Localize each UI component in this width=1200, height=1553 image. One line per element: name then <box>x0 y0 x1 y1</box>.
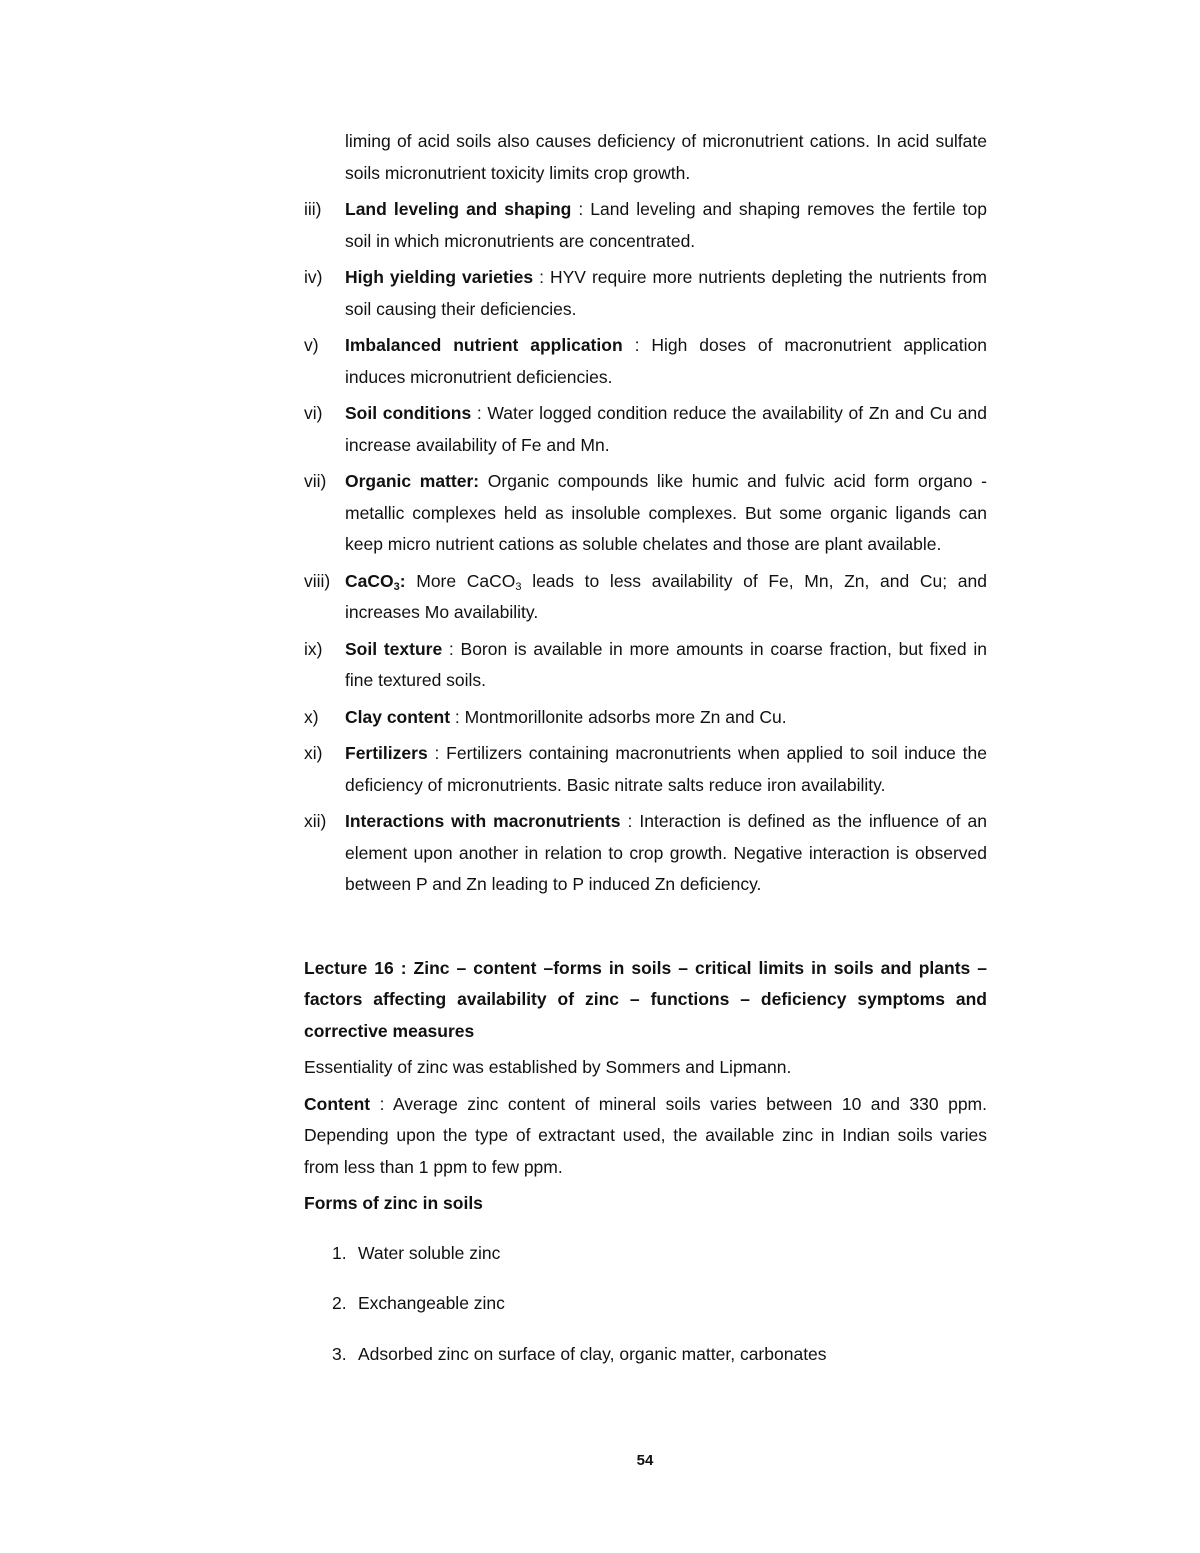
list-item <box>332 1339 987 1371</box>
item-text: Interaction is defined as the influence of an element upon another in relation to crop growth. Negative interaction is observed between P and Zn leading to P induced Zn deficiency. <box>345 811 987 894</box>
item-title: High yielding varieties <box>345 267 534 287</box>
item-text: Fertilizers containing macronutrients when applied to soil induce the deficiency of micronutrients. Basic nitrate salts reduce iron availability. <box>345 743 987 795</box>
item-title: Imbalanced nutrient application <box>345 335 623 355</box>
item-number: xi) <box>304 743 323 763</box>
list-item-text: Adsorbed zinc on surface of clay, organic matter, carbonates <box>358 1343 827 1364</box>
item-title: Clay content <box>345 706 451 727</box>
list-item-number: 3. <box>332 1343 347 1364</box>
factor-item <box>304 330 987 393</box>
content-label: Content <box>304 1093 371 1114</box>
factor-item <box>304 806 987 901</box>
essentiality-paragraph: Essentiality of zinc was established by Sommers and Lipmann. <box>304 1057 792 1077</box>
factor-list <box>304 194 987 901</box>
factor-item <box>304 738 987 801</box>
content-paragraph <box>304 1089 987 1184</box>
item-number: iii) <box>304 199 322 219</box>
forms-list <box>304 1238 987 1371</box>
item-title: Organic matter: <box>345 471 480 491</box>
item-number: vi) <box>304 403 323 423</box>
factor-item <box>304 566 987 629</box>
item-number: x) <box>304 706 319 727</box>
item-title: Interactions with macronutrients <box>345 811 621 831</box>
factor-item <box>304 194 987 257</box>
lecture-heading: Lecture 16 : Zinc – content –forms in soils – critical limits in soils and plants – factors affecting availability of zinc – functions – deficiency symptoms and corrective measures <box>304 957 987 1041</box>
item-separator: : <box>620 811 640 831</box>
list-item <box>332 1288 987 1320</box>
item-separator: : <box>450 706 465 727</box>
forms-heading: Forms of zinc in soils <box>304 1193 483 1213</box>
item-text: Water logged condition reduce the availability of Zn and Cu and increase availability of Fe and Mn. <box>345 403 987 455</box>
factor-item <box>304 634 987 697</box>
item-title: Soil conditions <box>345 403 472 423</box>
item-separator: : <box>427 743 447 763</box>
content-text: Average zinc content of mineral soils varies between 10 and 330 ppm. Depending upon the type of extractant used, the available zinc in Indian soils varies from less than 1 ppm to few ppm. <box>304 1093 988 1177</box>
content-separator: : <box>370 1093 393 1114</box>
list-item <box>332 1238 987 1270</box>
page-number: 54 <box>636 1452 654 1469</box>
item-number: iv) <box>304 267 323 287</box>
item-title: Fertilizers <box>345 743 428 763</box>
list-item-number: 1. <box>332 1242 347 1263</box>
item-text: More CaCO$_3$ leads to less availability of Fe, Mn, Zn, and Cu; and increases Mo availability. <box>345 570 988 622</box>
list-item-text: Exchangeable zinc <box>358 1293 505 1313</box>
factor-item <box>304 398 987 461</box>
list-item-number: 2. <box>332 1293 347 1313</box>
item-number: v) <box>304 335 319 355</box>
item-number: viii) <box>304 570 331 591</box>
item-number: ix) <box>304 638 323 659</box>
continuation-paragraph: liming of acid soils also causes deficiency of micronutrient cations. In acid sulfate soils micronutrient toxicity limits crop growth. <box>345 131 987 183</box>
item-text: HYV require more nutrients depleting the nutrients from soil causing their deficiencies. <box>345 267 988 319</box>
item-number: vii) <box>304 471 327 491</box>
item-separator: : <box>471 403 488 423</box>
item-separator: : <box>442 638 461 659</box>
item-title: Soil texture <box>345 638 443 659</box>
factor-item <box>304 262 987 325</box>
item-text: Montmorillonite adsorbs more Zn and Cu. <box>464 706 787 727</box>
item-separator: : <box>533 267 550 287</box>
item-title: CaCO$_3$: <box>345 570 406 593</box>
item-text: Boron is available in more amounts in coarse fraction, but fixed in fine textured soils. <box>345 638 987 690</box>
item-text: Organic compounds like humic and fulvic acid form organo - metallic complexes held as insoluble complexes. But some organic ligands can keep micro nutrient cations as soluble chelates and those are plant available. <box>345 471 987 554</box>
item-text: Land leveling and shaping removes the fertile top soil in which micronutrients are concentrated. <box>345 199 987 251</box>
item-separator <box>406 571 417 591</box>
list-item-text: Water soluble zinc <box>358 1242 501 1263</box>
item-number: xii) <box>304 811 327 831</box>
item-text: High doses of macronutrient application induces micronutrient deficiencies. <box>345 335 987 387</box>
factor-item <box>304 702 987 734</box>
factor-item <box>304 466 987 561</box>
item-separator <box>479 471 488 491</box>
item-separator: : <box>622 335 652 355</box>
item-title: Land leveling and shaping <box>345 199 572 219</box>
page-content <box>304 126 987 1389</box>
item-separator: : <box>571 199 591 219</box>
